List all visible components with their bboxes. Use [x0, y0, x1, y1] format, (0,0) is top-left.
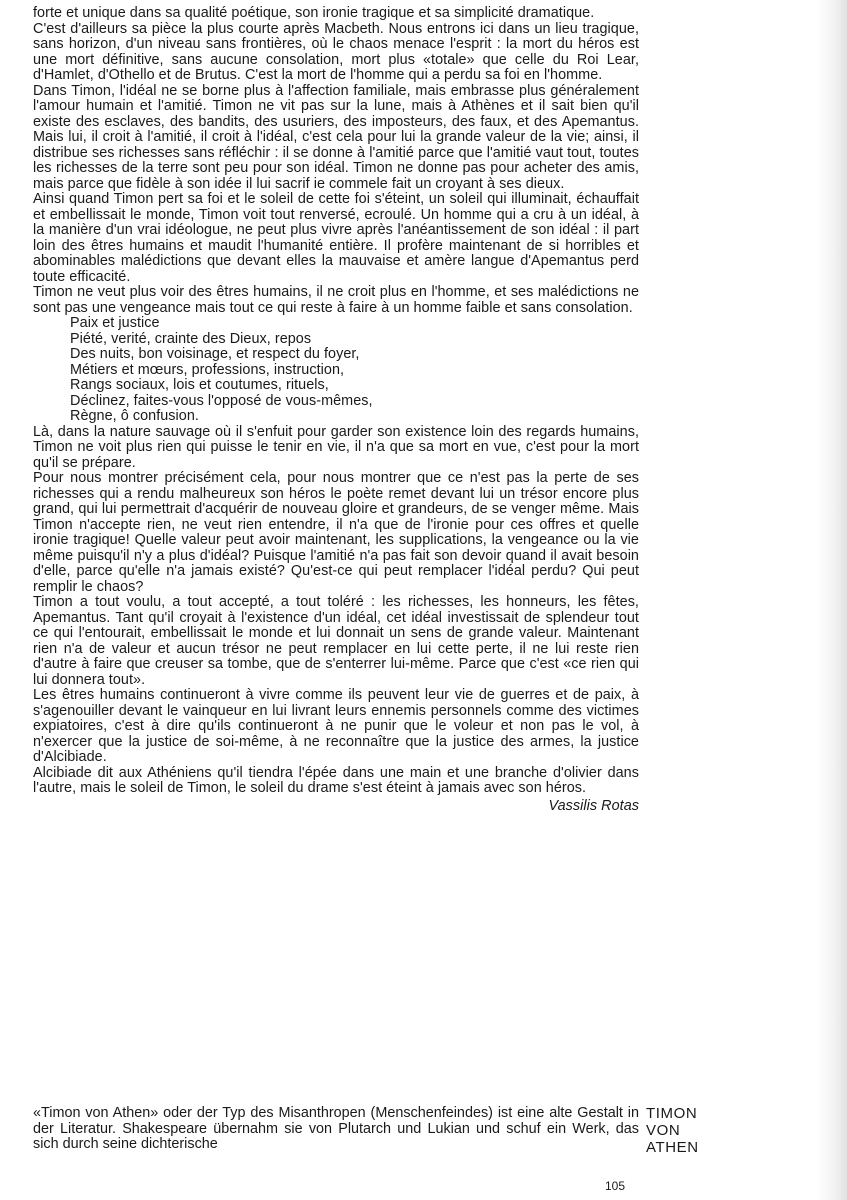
- verse-line: Des nuits, bon voisinage, et respect du foyer,: [70, 346, 360, 362]
- paragraph-6: Là, dans la nature sauvage où il s'enfuit pour garder son existence loin des regards humains, Timon ne voit plus rien qui puisse le tenir en vie, il n'a que sa mort en vue, c'est pour la mort qu'il se prépare.: [33, 423, 639, 471]
- page-edge-shadow: [817, 0, 847, 1200]
- paragraph-2: C'est d'ailleurs sa pièce la plus courte après Macbeth. Nous entrons ici dans un lieu tragique, sans horizon, d'un niveau sans frontières, où le chaos menace l'esprit : la mort du héros est une mort définitive, sans aucune consolation, mort plus «totale» que celle du Roi Lear, d'Hamlet, d'Othello et de Brutus. C'est la mort de l'homme qui a perdu sa foi en l'homme.: [33, 20, 639, 83]
- section-title-line: VON: [646, 1122, 681, 1139]
- verse-quotation: [70, 316, 639, 425]
- verse-line: Piété, verité, crainte des Dieux, repos: [70, 330, 312, 347]
- section-title-line: ATHEN: [646, 1139, 699, 1156]
- paragraph-8: Timon a tout voulu, a tout accepté, a tout toléré : les richesses, les honneurs, les fêtes, Apemantus. Tant qu'il croyait à l'existence d'un idéal, cet idéal investissait de splendeur tout ce qui l'entourait, embellissait le monde et lui donnait un sens de grande valeur. Maintenant rien n'a de valeur et aucun trésor ne peut remplacer en lui cette perte, il ne lui reste rien d'autre à faire que creuser sa tombe, que de s'enterrer lui-même. Parce que c'est «ce rien qui lui donnera tout».: [33, 594, 639, 688]
- verse-line: Rangs sociaux, lois et coutumes, rituels,: [70, 377, 329, 393]
- section-title-line: TIMON: [646, 1105, 698, 1122]
- page-number: 105: [605, 1179, 626, 1193]
- paragraph-10: Alcibiade dit aux Athéniens qu'il tiendra l'épée dans une main et une branche d'olivier dans l'autre, mais le soleil de Timon, le soleil du drame s'est éteint à jamais avec son héros.: [33, 764, 639, 796]
- german-paragraph: «Timon von Athen» oder der Typ des Misanthropen (Menschenfeindes) ist eine alte Gestalt in der Literatur. Shakespeare übernahm sie von Plutarch und Lukian und schuf ein Werk, das sich durch seine dichterische: [33, 1105, 639, 1152]
- french-article: [33, 6, 639, 814]
- paragraph-9: Les êtres humains continueront à vivre comme ils peuvent leur vie de guerres et de paix, à s'agenouiller devant le vainqueur en lui livrant leurs ennemis personnels comme des victimes expiatoires, c'est à dire qu'ils continueront à ne punir que le voleur et non pas le vol, à n'exercer que la justice de soi-même, à ne reconnaître que la justice des armes, la justice d'Alcibiade.: [33, 687, 639, 765]
- verse-line: Règne, ô confusion.: [70, 408, 199, 424]
- section-title: [646, 1105, 699, 1156]
- verse-line: Métiers et mœurs, professions, instruction,: [70, 361, 345, 378]
- paragraph-7: Pour nous montrer précisément cela, pour nous montrer que ce n'est pas la perte de ses richesses qui a rendu malheureux son héros le poète remet devant lui un trésor encore plus grand, qui lui permettrait d'acquérir de nouveau gloire et grandeurs, de se venger même. Mais Timon n'accepte rien, ne veut rien entendre, il n'a que de l'ironie pour ces offres et quelle ironie tragique! Quelle valeur peut avoir maintenant, les supplications, la vengeance ou la vie même puisqu'il n'y a plus d'idéal? Puisque l'amitié n'a pas fait son devoir quand il avait besoin d'elle, parce qu'elle n'a jamais existé? Qu'est-ce qui peut remplacer l'idéal perdu? Qui peut remplir le chaos?: [33, 470, 639, 595]
- german-article: [33, 1106, 639, 1153]
- paragraph-5: Timon ne veut plus voir des êtres humains, il ne croit plus en l'homme, et ses malédictions ne sont pas une vengeance mais tout ce qui reste à faire à un homme faible et sans consolation.: [33, 284, 639, 316]
- paragraph-3: Dans Timon, l'idéal ne se borne plus à l'affection familiale, mais embrasse plus généralement l'amour humain et l'amitié. Timon ne vit pas sur la lune, mais à Athènes et il sait bien qu'il existe des esclaves, des bandits, des usuriers, des imposteurs, des faux, et des Apemantus. Mais lui, il croit à l'amitié, il croit à l'idéal, c'est cela pour lui la grande valeur de la vie; ainsi, il distribue ses richesses sans réfléchir : il se donne à l'amitié parce que l'amitié vaut tout, toutes les richesses de la terre sont peu pour son idéal. Timon ne donne pas pour acheter des amis, mais parce que fidèle à son idée il lui sacrif ie commele fait un croyant à ses dieux.: [33, 82, 639, 192]
- author-signature: Vassilis Rotas: [548, 797, 639, 814]
- paragraph-1: forte et unique dans sa qualité poétique, son ironie tragique et sa simplicité dramatique.: [33, 5, 595, 21]
- verse-line: Paix et justice: [70, 315, 160, 331]
- paragraph-4: Ainsi quand Timon pert sa foi et le soleil de cette foi s'éteint, un soleil qui illuminait, échauffait et embellissait le monde, Timon voit tout renversé, ecroulé. Un homme qui a cru à un idéal, à la manière d'un vrai idéologue, ne peut plus vivre après l'anéantissement de son idéal : il part loin des êtres humains et maudit l'humanité entière. Il profère maintenant de si horribles et abominables malédictions que devant elles la mauvaise et amère langue d'Apemantus perd toute efficacité.: [33, 191, 639, 285]
- verse-line: Déclinez, faites-vous l'opposé de vous-mêmes,: [70, 392, 373, 409]
